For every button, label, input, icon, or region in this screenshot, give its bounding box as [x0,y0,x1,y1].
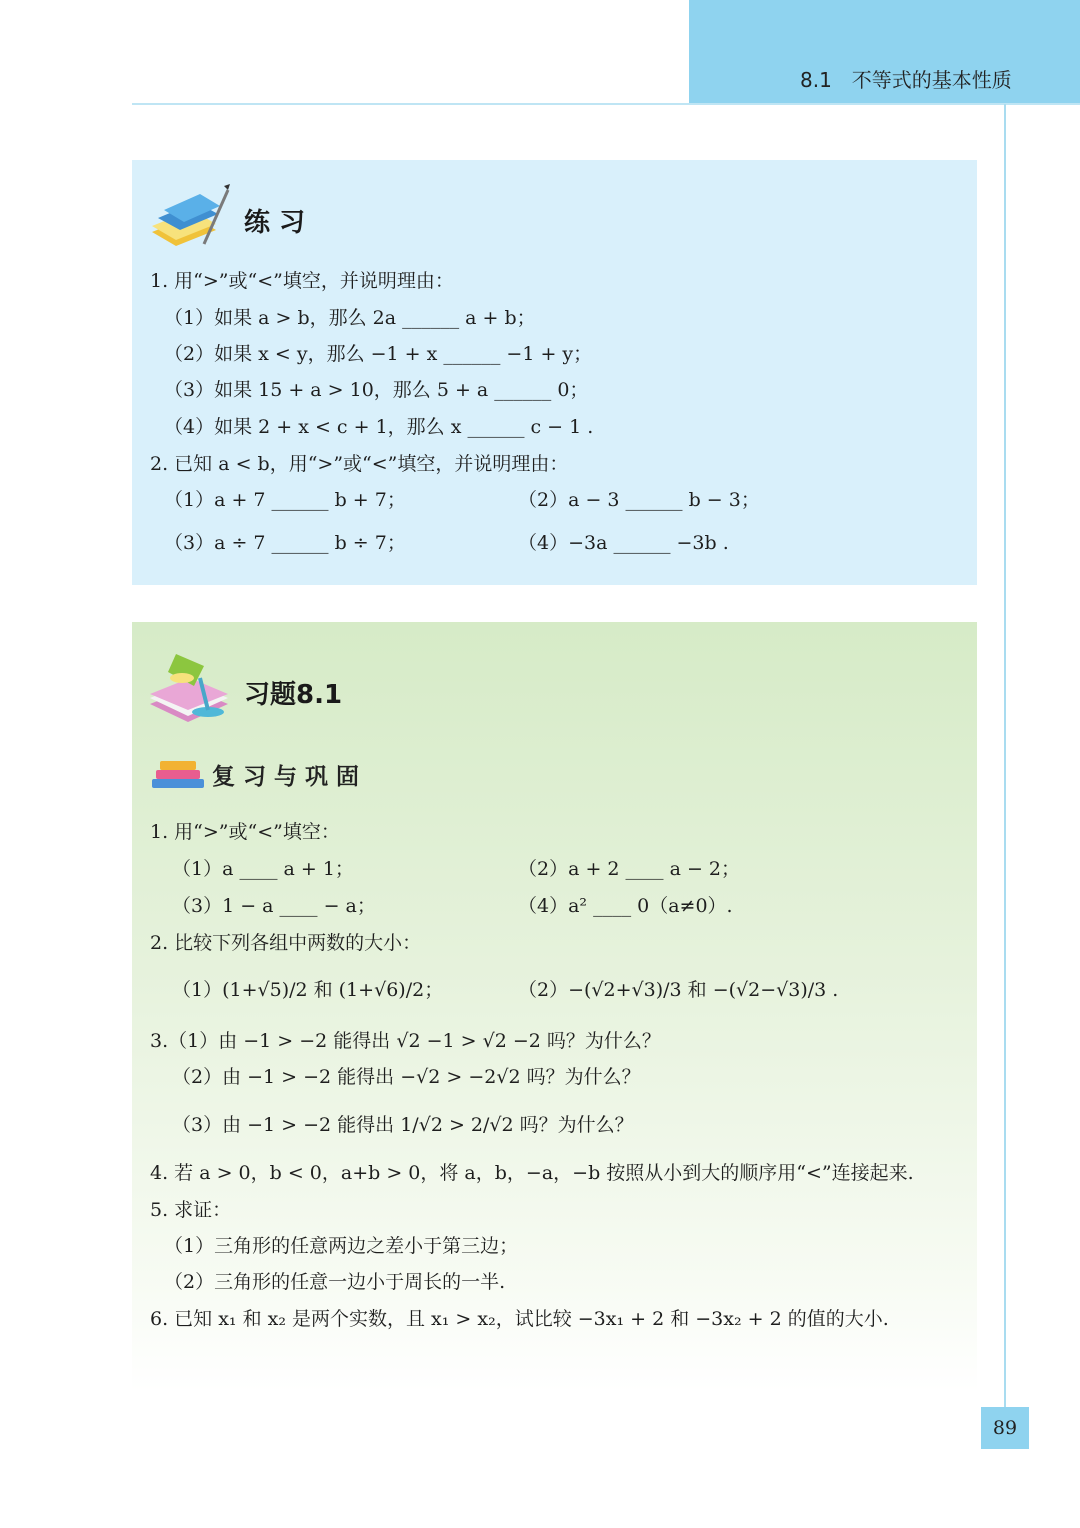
exercise-box [132,622,977,1392]
exercise-title: 习题8.1 [244,680,343,710]
book-stack-icon [148,755,208,791]
exercise-line-14: （1）三角形的任意两边之差小于第三边； [164,1235,519,1257]
exercise-subtitle: 复习与巩固 [212,763,367,790]
desk-lamp-book-icon [146,648,236,728]
practice-line-2: （1）如果 a > b，那么 2a ______ a + b； [164,307,536,329]
exercise-line-7: （1）(1+√5)/2 和 (1+√6)/2； [172,979,444,1001]
exercise-line-4: （3）1 − a ____ − a； [172,895,376,917]
exercise-line-5: （4）a² ____ 0（a≠0）. [518,895,733,917]
exercise-line-2: （1）a ____ a + 1； [172,858,354,880]
exercise-line-1: 1. 用“>”或“<”填空： [150,821,340,843]
exercise-line-12: 4. 若 a > 0，b < 0，a+b > 0，将 a，b，−a，−b 按照从小到大的顺序用“<”连接起来. [150,1162,914,1184]
practice-line-4: （3）如果 15 + a > 10，那么 5 + a ______ 0； [164,379,589,401]
page-number: 89 [981,1407,1029,1449]
exercise-line-10: （2）由 −1 > −2 能得出 −√2 > −2√2 吗？为什么？ [172,1066,641,1088]
practice-line-8: （2）a − 3 ______ b − 3； [518,489,760,511]
exercise-line-6: 2. 比较下列各组中两数的大小： [150,932,422,954]
section-title: 8.1 不等式的基本性质 [800,68,1012,92]
practice-line-5: （4）如果 2 + x < c + 1，那么 x ______ c − 1 . [164,416,594,438]
exercise-line-15: （2）三角形的任意一边小于周长的一半. [164,1271,506,1293]
exercise-line-3: （2）a + 2 ____ a − 2； [518,858,740,880]
header-divider [132,103,1080,105]
practice-box [132,160,977,585]
practice-line-7: （1）a + 7 ______ b + 7； [164,489,406,511]
practice-title: 练 习 [244,208,306,238]
practice-line-3: （2）如果 x < y，那么 −1 + x ______ −1 + y； [164,343,593,365]
practice-line-6: 2. 已知 a < b，用“>”或“<”填空，并说明理由： [150,453,569,475]
margin-line [1004,104,1006,1410]
practice-line-1: 1. 用“>”或“<”填空，并说明理由： [150,270,454,292]
exercise-line-16: 6. 已知 x₁ 和 x₂ 是两个实数，且 x₁ > x₂，试比较 −3x₁ + 2 和 −3x₂ + 2 的值的大小. [150,1308,889,1330]
exercise-line-11: （3）由 −1 > −2 能得出 1/√2 > 2/√2 吗？为什么？ [172,1114,634,1136]
books-pencil-icon [146,182,232,248]
exercise-line-9: 3.（1）由 −1 > −2 能得出 √2 −1 > √2 −2 吗？为什么？ [150,1030,661,1052]
exercise-line-13: 5. 求证： [150,1199,232,1221]
exercise-line-8: （2）−(√2+√3)/3 和 −(√2−√3)/3 . [518,979,839,1001]
practice-line-9: （3）a ÷ 7 ______ b ÷ 7； [164,532,406,554]
practice-line-10: （4）−3a ______ −3b . [518,532,729,554]
